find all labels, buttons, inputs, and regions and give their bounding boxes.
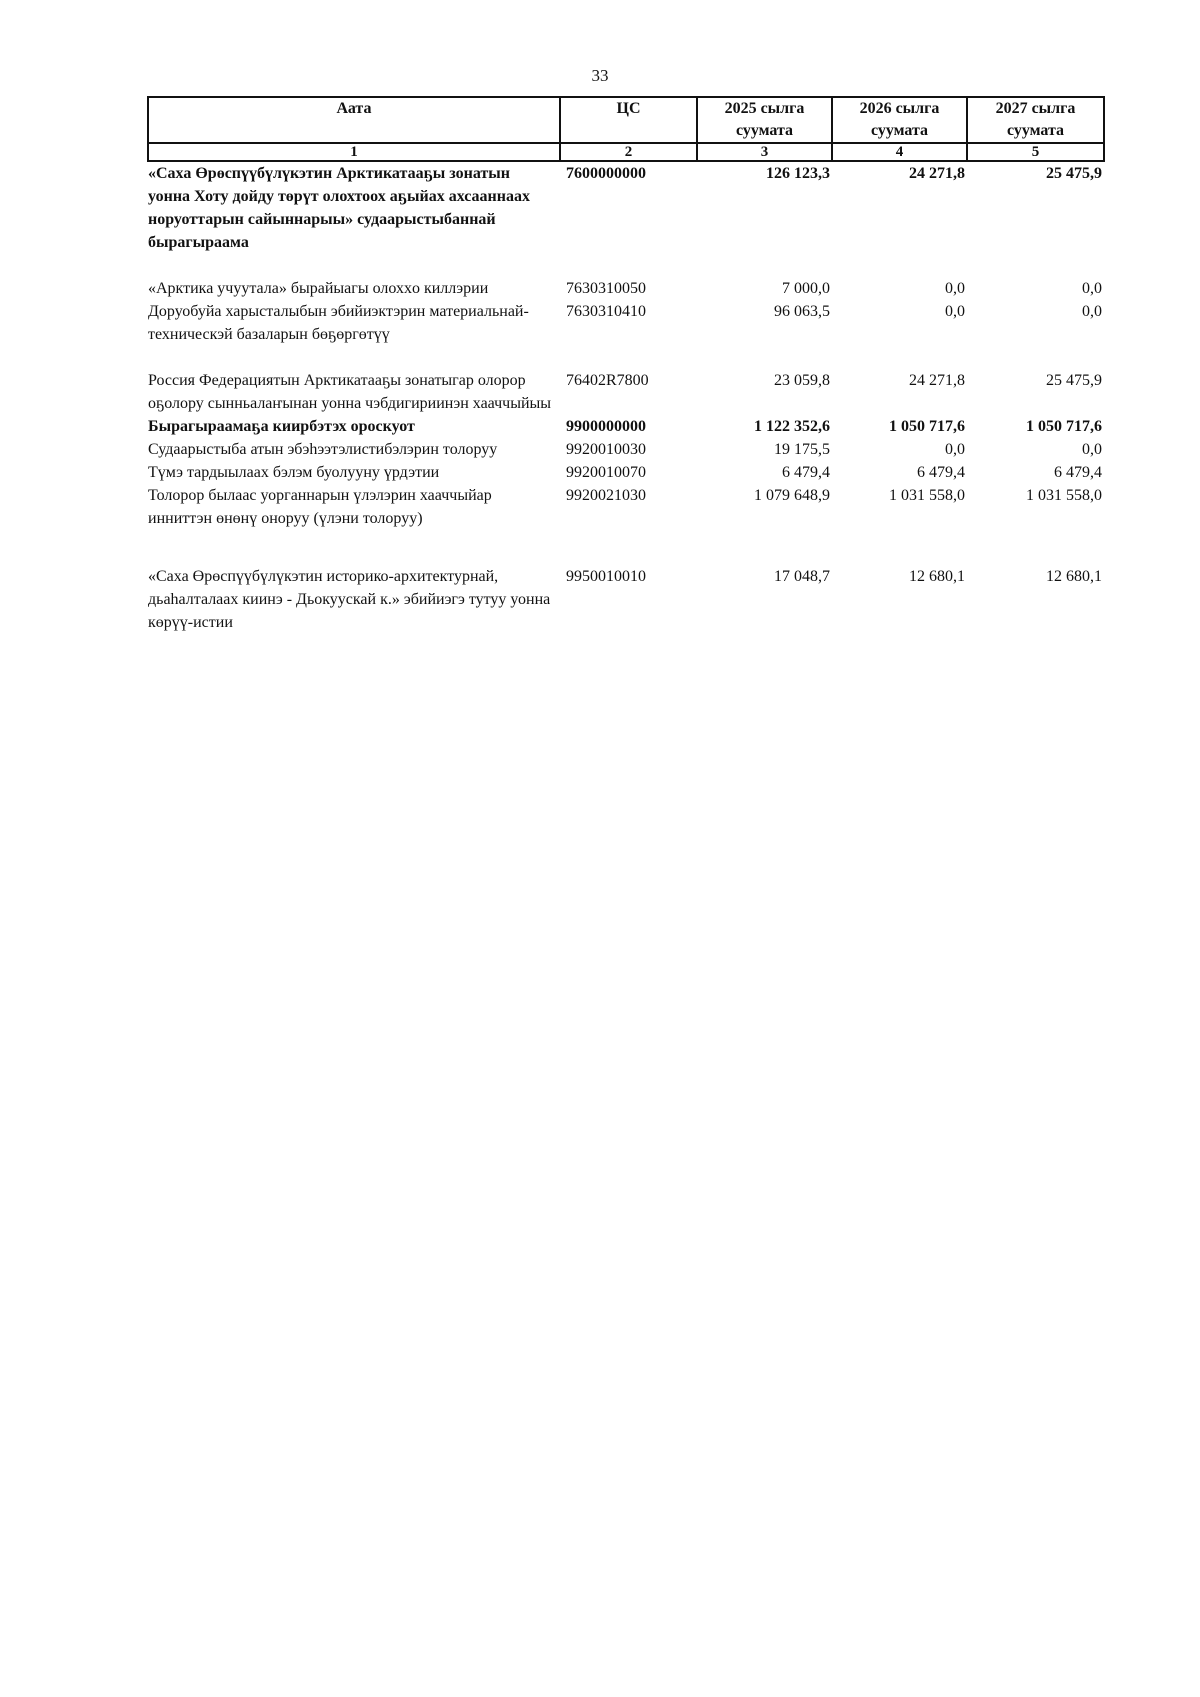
- row-value-2026: 0,0: [945, 303, 965, 320]
- row-value-2025: 1 122 352,6: [754, 418, 830, 435]
- row-value-2027: 0,0: [1082, 303, 1102, 320]
- page-number: 33: [591, 66, 609, 85]
- row-value-2025: 23 059,8: [774, 372, 830, 389]
- row-value-2025: 1 079 648,9: [754, 487, 830, 504]
- row-code: 9920021030: [566, 487, 646, 504]
- column-number: 3: [697, 143, 832, 161]
- row-value-2025: 6 479,4: [782, 464, 830, 481]
- row-value-2026: 12 680,1: [909, 568, 965, 585]
- row-value-2026: 24 271,8: [909, 372, 965, 389]
- row-name: «Саха Өрөспүүбүлүкэтин Арктикатааҕы зонатын уонна Хоту дойду төрүт олохтоох аҕыйах ахсааннаах норуоттарын сайыннарыы» судаарыстыбаннай бырагыраама: [148, 165, 530, 251]
- row-value-2025: 126 123,3: [766, 165, 830, 182]
- row-name: «Арктика учуутала» бырайыагы олохxo киллэрии: [148, 280, 489, 297]
- header-row: [148, 97, 1104, 143]
- row-name: Доруобуйа харысталыбын эбийиэктэрин материальнай-техническэй базаларын бөҕөргөтүү: [148, 303, 529, 343]
- table-row: [148, 277, 1104, 300]
- row-code: 9920010030: [566, 441, 646, 458]
- row-value-2027: 6 479,4: [1054, 464, 1102, 481]
- row-code: 9900000000: [566, 418, 646, 435]
- table-row: [148, 484, 1104, 565]
- header-2027: 2027 сылга суумата: [967, 97, 1104, 143]
- row-name: Россия Федерациятын Арктикатааҕы зонатыгар олорор оҕолору сынньалаҥынан уонна чэбдигириинэн хааччыйыы: [148, 372, 552, 412]
- row-name: Түмэ тардыылаах бэлэм буолууну үрдэтии: [148, 464, 440, 481]
- table-row: [148, 369, 1104, 415]
- table-row: [148, 438, 1104, 461]
- row-value-2026: 24 271,8: [909, 165, 965, 182]
- row-value-2025: 17 048,7: [774, 568, 830, 585]
- row-code: 7630310410: [566, 303, 646, 320]
- row-value-2026: 1 050 717,6: [889, 418, 965, 435]
- row-code: 9920010070: [566, 464, 646, 481]
- header-code: ЦС: [560, 97, 697, 143]
- header-2026: 2026 сылга суумата: [832, 97, 967, 143]
- column-number-row: [148, 143, 1104, 161]
- row-name: Толорор былаас уорганнарын үлэлэрин хааччыйар инниттэн өнөнү онoруу (үлэни толоруу): [148, 487, 492, 527]
- table-row: [148, 461, 1104, 484]
- row-code: 76402R7800: [566, 372, 649, 389]
- table-row: [148, 415, 1104, 438]
- row-value-2027: 1 031 558,0: [1026, 487, 1102, 504]
- row-value-2025: 19 175,5: [774, 441, 830, 458]
- column-number: 4: [832, 143, 967, 161]
- row-value-2026: 6 479,4: [917, 464, 965, 481]
- row-value-2027: 12 680,1: [1046, 568, 1102, 585]
- header-name: Аата: [148, 97, 560, 143]
- row-code: 9950010010: [566, 568, 646, 585]
- budget-table: [147, 96, 1105, 634]
- row-code: 7630310050: [566, 280, 646, 297]
- row-name: Судаарыстыба атын эбэһээтэлистибэлэрин толоруу: [148, 441, 498, 458]
- column-number: 2: [560, 143, 697, 161]
- row-value-2026: 1 031 558,0: [889, 487, 965, 504]
- header-2025: 2025 сылга суумата: [697, 97, 832, 143]
- table-row: [148, 565, 1104, 634]
- row-value-2026: 0,0: [945, 280, 965, 297]
- column-number: 5: [967, 143, 1104, 161]
- row-value-2027: 1 050 717,6: [1026, 418, 1102, 435]
- row-value-2027: 0,0: [1082, 441, 1102, 458]
- table-row: [148, 300, 1104, 369]
- row-value-2025: 7 000,0: [782, 280, 830, 297]
- row-value-2026: 0,0: [945, 441, 965, 458]
- row-name: Бырагыраамаҕа киирбэтэх ороскуот: [148, 418, 415, 435]
- row-code: 7600000000: [566, 165, 646, 182]
- column-number: 1: [148, 143, 560, 161]
- table-row: [148, 161, 1104, 277]
- row-value-2027: 0,0: [1082, 280, 1102, 297]
- row-value-2025: 96 063,5: [774, 303, 830, 320]
- row-value-2027: 25 475,9: [1046, 165, 1102, 182]
- row-name: «Саха Өрөспүүбүлүкэтин историко-архитектурнай, дьаһалталаах киинэ - Дьокуускай к.» эбийиэгэ тутуу уонна көрүү-истии: [148, 568, 551, 631]
- row-value-2027: 25 475,9: [1046, 372, 1102, 389]
